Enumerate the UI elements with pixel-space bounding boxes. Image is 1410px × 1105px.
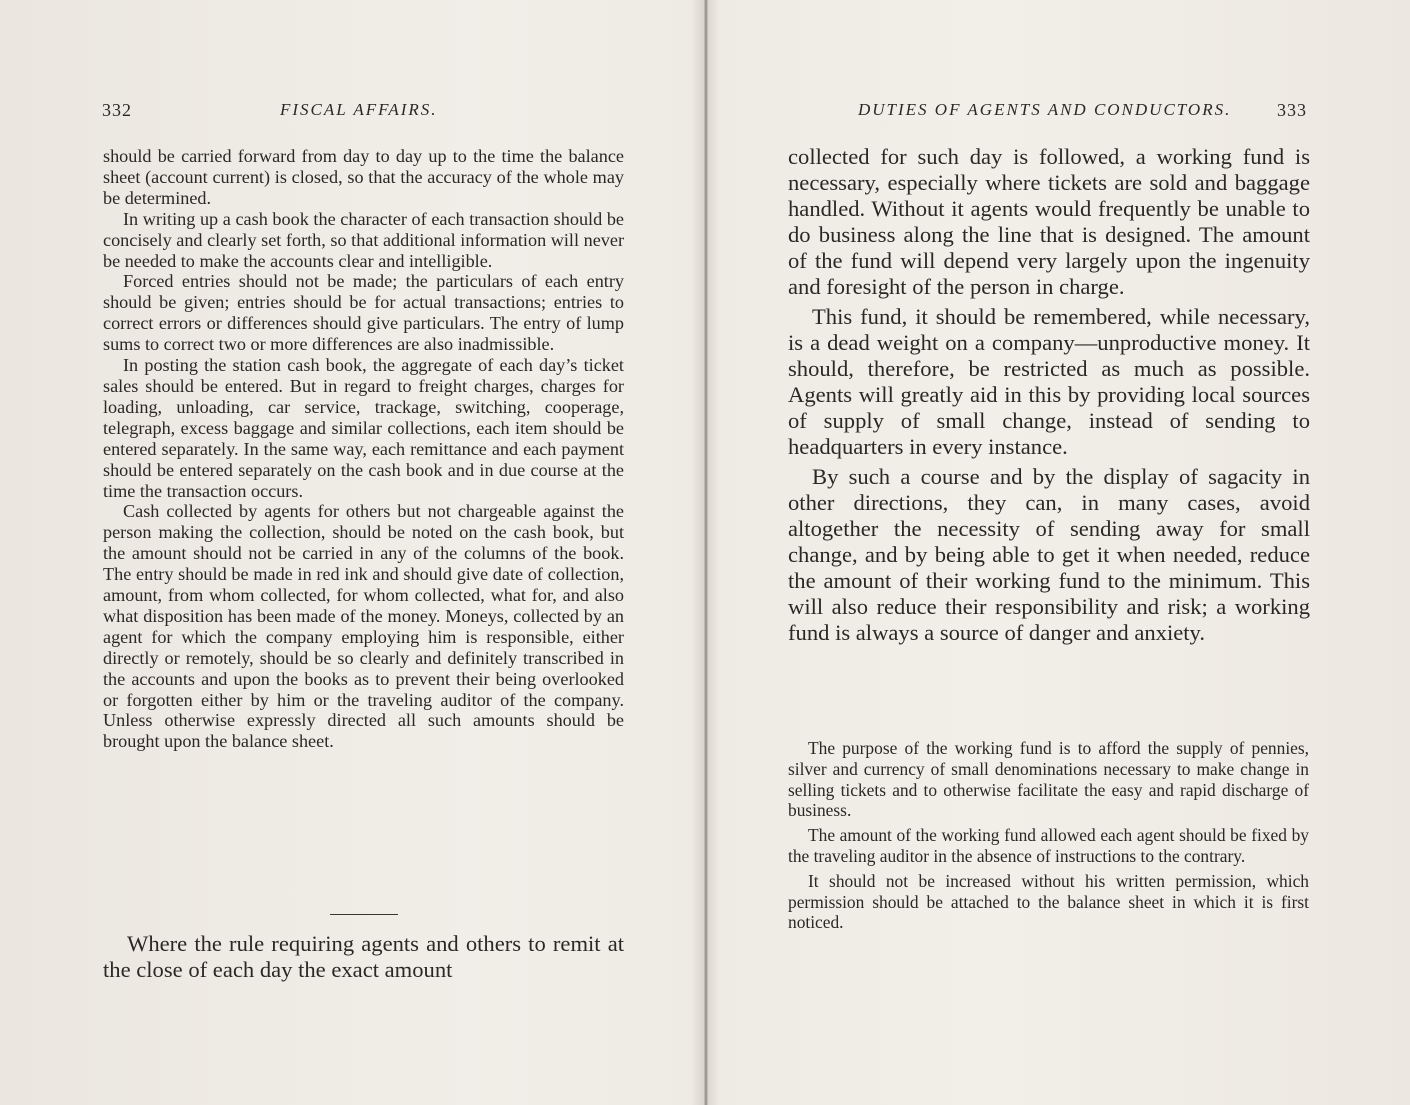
- right-note-2: The amount of the working fund allowed each agent should be fixed by the traveling auditor in the absence of instructions to the contrary.: [788, 825, 1309, 866]
- right-paragraph-1: collected for such day is followed, a working fund is necessary, especially where tickets are sold and baggage handled. Without it agents would frequently be unable to do business along the line that is designed. The amount of the fund will depend very largely upon the ingenuity and foresight of the person in charge.: [788, 144, 1310, 299]
- left-page: [0, 0, 704, 1105]
- right-paragraph-3: By such a course and by the display of sagacity in other directions, they can, in many cases, avoid altogether the necessity of sending away for small change, and by being able to get it when needed, reduce the amount of their working fund to the minimum. This will also reduce their responsibility and risk; a working fund is always a source of danger and anxiety.: [788, 464, 1310, 645]
- right-notes: [788, 738, 1309, 933]
- section-divider: [330, 914, 398, 915]
- right-running-head: DUTIES OF AGENTS AND CONDUCTORS.: [858, 100, 1232, 119]
- right-page: [708, 0, 1410, 1105]
- left-body-text: [103, 146, 624, 752]
- left-large-paragraph: Where the rule requiring agents and others to remit at the close of each day the exact amount: [103, 931, 624, 982]
- left-paragraph-5: Cash collected by agents for others but not chargeable against the person making the collection, should be noted on the cash book, but the amount should not be carried in any of the columns of the book. The entry should be made in red ink and should give date of collection, amount, from whom collected, for whom collected, what for, and also what disposition has been made of the money. Moneys, collected by an agent for which the company employing him is responsible, either directly or remotely, should be so clearly and definitely transcribed in the accounts and upon the books as to prevent their being overlooked or forgotten either by him or the traveling auditor of the company. Unless otherwise expressly directed all such amounts should be brought upon the balance sheet.: [103, 501, 624, 752]
- left-page-number: 332: [102, 100, 132, 120]
- left-paragraph-3: Forced entries should not be made; the particulars of each entry should be given; entries should be for actual transactions; entries to correct errors or differences should give particulars. The entry of lump sums to correct two or more differences are also inadmissible.: [103, 271, 624, 355]
- left-paragraph-2: In writing up a cash book the character of each transaction should be concisely and clearly set forth, so that additional information will never be needed to make the accounts clear and intelligible.: [103, 208, 624, 271]
- right-page-number: 333: [1277, 100, 1307, 120]
- right-paragraph-2: This fund, it should be remembered, while necessary, is a dead weight on a company—unproductive money. It should, therefore, be restricted as much as possible. Agents will greatly aid in this by providing local sources of supply of small change, instead of sending to headquarters in every instance.: [788, 304, 1310, 459]
- right-note-3: It should not be increased without his written permission, which permission should be attached to the balance sheet in which it is first noticed.: [788, 870, 1309, 933]
- right-note-1: The purpose of the working fund is to afford the supply of pennies, silver and currency of small denominations necessary to make change in selling tickets and to otherwise facilitate the easy and rapid discharge of business.: [788, 738, 1309, 821]
- left-paragraph-1: should be carried forward from day to day up to the time the balance sheet (account current) is closed, so that the accuracy of the whole may be determined.: [103, 146, 624, 208]
- left-running-head: FISCAL AFFAIRS.: [280, 100, 438, 119]
- right-body-text: [788, 144, 1310, 646]
- left-paragraph-4: In posting the station cash book, the aggregate of each day’s ticket sales should be entered. But in regard to freight charges, charges for loading, unloading, car service, trackage, switching, cooperage, telegraph, excess baggage and similar collections, each item should be entered separately. In the same way, each remittance and each payment should be entered separately on the cash book and in due course at the time the transaction occurs.: [103, 355, 624, 501]
- left-large-text: [103, 931, 624, 983]
